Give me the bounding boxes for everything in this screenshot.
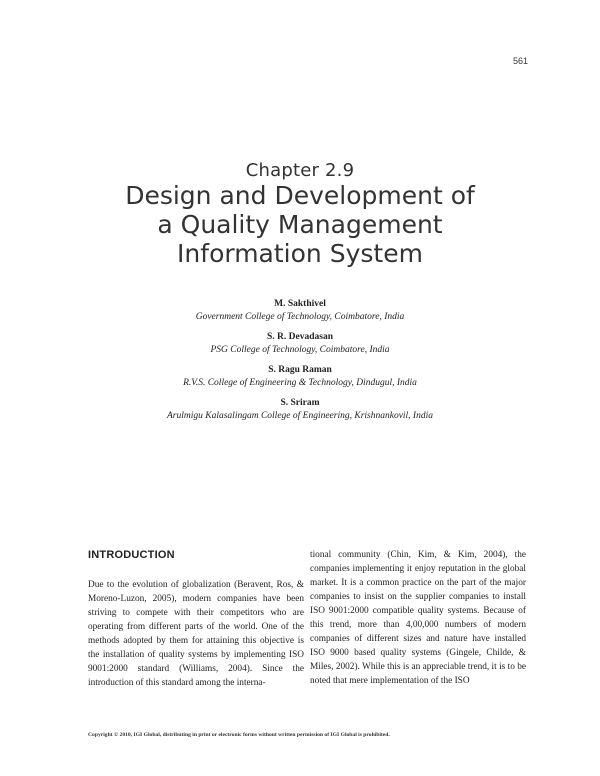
author-name: S. Sriram [280,398,320,408]
author-affiliation: PSG College of Technology, Coimbatore, India [210,345,390,355]
author-block [0,298,600,323]
author-name: S. R. Devadasan [267,332,333,342]
author-list [0,298,600,430]
copyright-notice: Copyright © 2010, IGI Global, distributing in print or electronic forms without written permission of IGI Global is prohibited. [88,732,390,738]
chapter-label: Chapter 2.9 [245,160,355,181]
author-affiliation: Government College of Technology, Coimbatore, India [195,312,405,322]
title-line: Information System [177,239,423,268]
page-number: 561 [512,56,528,66]
paper-title [0,181,600,268]
author-affiliation: Arulmigu Kalasalingam College of Engineering, Krishnankovil, India [167,411,433,421]
title-line: Design and Development of [125,181,475,210]
author-name: S. Ragu Raman [268,365,332,375]
body-paragraph: tional community (Chin, Kim, & Kim, 2004), the companies implementing it enjoy reputation in the global market. It is a common practice on the part of the major companies to insist on the supplier companies to install ISO 9001:2000 compatible quality systems. Because of this trend, more than 4,00,000 numbers of modern companies of different sizes and nature have installed ISO 9000 based quality systems (Gingele, Childe, & Miles, 2002). While this is an appreciable trend, it is to be noted that mere implementation of the ISO [310,550,526,686]
right-column [310,548,526,688]
title-line: a Quality Management [157,210,443,239]
author-block [0,331,600,356]
author-name: M. Sakthivel [274,299,326,309]
author-block [0,397,600,422]
author-block [0,364,600,389]
left-column [88,548,304,690]
body-paragraph: Due to the evolution of globalization (Beravent, Ros, & Moreno-Luzon, 2005), modern companies have been striving to compete with their competitors who are operating from different parts of the world. One of the methods adopted by them for attaining this objective is the installation of quality systems by implementing ISO 9001:2000 standard (Williams, 2004). Since the introduction of this standard among the interna- [88,580,304,688]
section-heading: INTRODUCTION [88,549,175,561]
author-affiliation: R.V.S. College of Engineering & Technology, Dindugul, India [183,378,417,388]
